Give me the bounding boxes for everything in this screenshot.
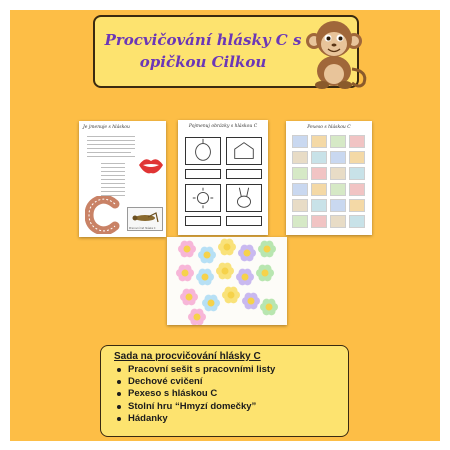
memory-card [292, 215, 308, 228]
sun-icon [186, 185, 220, 211]
picture-naming-title: Pojmenuj obrázky s hláskou C [188, 124, 258, 129]
flower-space [222, 287, 240, 304]
flower-space [242, 293, 260, 310]
worksheet-title: Je jmenuje s hláskou [83, 125, 130, 130]
memory-card [349, 167, 365, 180]
memory-card [311, 151, 327, 164]
memory-card [311, 199, 327, 212]
rabbit-icon [227, 185, 261, 211]
flower-space [218, 239, 236, 256]
title-line-2: opičkou Cilkou [139, 53, 267, 71]
text-line [101, 175, 125, 176]
text-line [87, 156, 135, 157]
memory-game-preview [286, 121, 372, 235]
memory-card [330, 151, 346, 164]
list-item: Dechové cvičení [115, 376, 275, 388]
memory-card [292, 199, 308, 212]
lips-icon [137, 153, 165, 177]
text-line [87, 144, 135, 145]
board-game-preview [167, 237, 287, 325]
text-line [87, 152, 131, 153]
text-line [101, 187, 125, 188]
memory-game-title: Pexeso s hláskou C [307, 125, 351, 130]
flower-space [198, 247, 216, 264]
text-line [101, 191, 125, 192]
memory-card [349, 135, 365, 148]
answer-box [185, 169, 221, 179]
memory-card [311, 167, 327, 180]
flower-space [216, 263, 234, 280]
flower-space [176, 265, 194, 282]
picture-naming-preview [178, 120, 268, 235]
text-line [101, 179, 125, 180]
memory-card [330, 215, 346, 228]
text-line [101, 183, 125, 184]
contents-title: Sada na procvičování hlásky C [114, 351, 261, 362]
flower-space [256, 265, 274, 282]
text-line [101, 171, 125, 172]
flower-path [167, 237, 287, 325]
answer-box [185, 216, 221, 226]
text-line [87, 136, 135, 137]
flower-space [178, 241, 196, 258]
list-item: Pracovní sešit s pracovními listy [115, 364, 275, 376]
picture-box [185, 184, 221, 212]
text-line [87, 140, 135, 141]
house-icon [227, 138, 261, 164]
memory-card [311, 135, 327, 148]
flower-space [188, 309, 206, 325]
flower-space [202, 295, 220, 312]
memory-card [330, 199, 346, 212]
picture-box [226, 184, 262, 212]
memory-card [330, 167, 346, 180]
contents-list [115, 364, 275, 425]
flower-space [238, 245, 256, 262]
picture-box [185, 137, 221, 165]
flower-space [196, 269, 214, 286]
memory-card [311, 183, 327, 196]
memory-card [349, 215, 365, 228]
flower-space [260, 299, 278, 316]
text-line [87, 148, 135, 149]
monkey-icon [300, 17, 370, 89]
flower-space [236, 269, 254, 286]
grasshopper-icon [130, 212, 160, 224]
memory-card [349, 199, 365, 212]
memory-card [349, 183, 365, 196]
memory-card [292, 167, 308, 180]
list-item: Pexeso s hláskou C [115, 388, 275, 400]
list-item: Stolní hru “Hmyzí domečky” [115, 401, 275, 413]
page-title [103, 29, 303, 73]
onion-icon [186, 138, 220, 164]
memory-card [292, 183, 308, 196]
image-frame [127, 207, 163, 231]
memory-card [349, 151, 365, 164]
worksheet-caption: Pracovní list hláska C [129, 227, 156, 230]
letter-c-icon [85, 196, 121, 234]
text-line [101, 167, 125, 168]
memory-card [292, 151, 308, 164]
memory-card [311, 215, 327, 228]
worksheet-preview [79, 121, 166, 237]
answer-box [226, 169, 262, 179]
memory-card [330, 135, 346, 148]
contents-box [100, 345, 349, 437]
answer-box [226, 216, 262, 226]
picture-box [226, 137, 262, 165]
list-item: Hádanky [115, 413, 275, 425]
text-line [101, 163, 125, 164]
memory-card [292, 135, 308, 148]
flower-space [180, 289, 198, 306]
title-line-1: Procvičování hlásky C s [104, 31, 302, 49]
flower-space [258, 241, 276, 258]
memory-card [330, 183, 346, 196]
